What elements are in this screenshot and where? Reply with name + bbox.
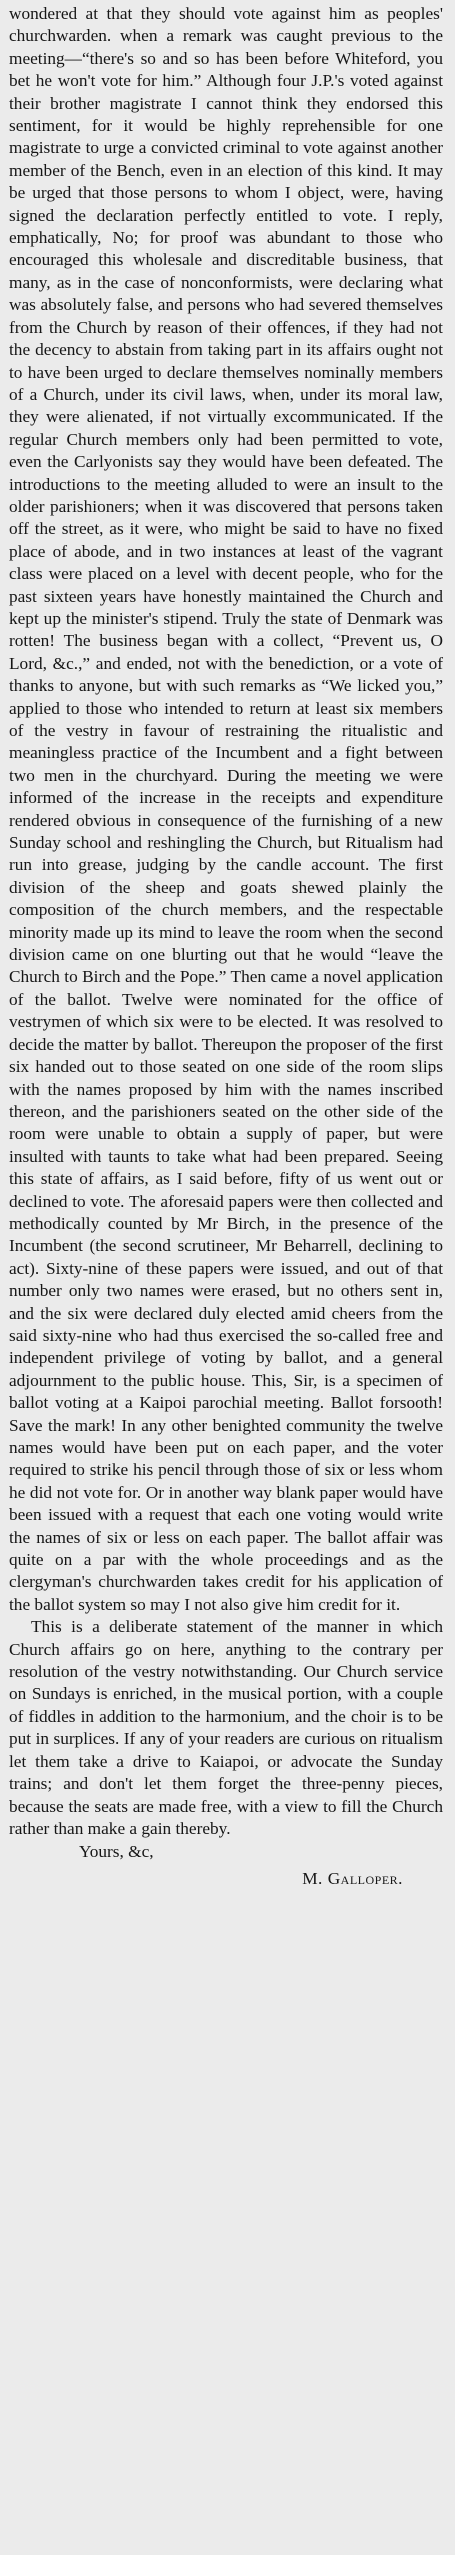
- letter-signature: M. Galloper.: [302, 1868, 403, 1888]
- letter-closing-paragraph: This is a deliberate statement of the manner in which Church affairs go on here, anything to the contrary per resolution of the vestry notwithstanding. Our Church service on Sundays is enriched, in the musical portion, with a couple of fiddles in addition to the harmonium, and the choir is to be put in surplices. If any of your readers are curious on ritualism let them take a drive to Kaiapoi, or advocate the Sunday trains; and don't let them forget the three-penny pieces, because the seats are made free, with a view to fill the Church rather than make a gain thereby.: [9, 1617, 443, 1838]
- letter-valediction: Yours, &c,: [79, 1842, 154, 1862]
- letter-body-paragraph: wondered at that they should vote against him as peoples' churchwarden. when a remark was caught previous to the meeting—“there's so and so has been before Whiteford, you bet he won't vote for him.” Although four J.P.'s voted against their brother magistrate I cannot think they endorsed this sentiment, for it would be highly reprehensible for one magistrate to urge a convicted criminal to vote against another member of the Bench, even in an election of this kind. It may be urged that those persons to whom I object, were, having signed the declaration perfectly entitled to vote. I reply, emphatically, No; for proof was abundant to those who encouraged this wholesale and discreditable business, that many, as in the case of nonconformists, were declaring what was absolutely false, and persons who had severed themselves from the Church by reason of their offences, if they had not the decency to abstain from taking part in its affairs ought not to have been urged to declare themselves nominally members of a Church, under its civil laws, when, under its moral law, they were alienated, if not virtually excommunicated. If the regular Church members only had been permitted to vote, even the Carlyonists say they would have been defeated. The introductions to the meeting alluded to were an insult to the older parishioners; when it was discovered that persons taken off the street, as it were, who might be said to have no fixed place of abode, and in two instances at least of the vagrant class were placed on a level with decent people, who for the past sixteen years have honestly maintained the Church and kept up the minister's stipend. Truly the state of Denmark was rotten! The business began with a collect, “Prevent us, O Lord, &c.,” and ended, not with the benediction, or a vote of thanks to anyone, but with such remarks as “We licked you,” applied to those who intended to return at least six members of the vestry in favour of restraining the ritualistic and meaningless practice of the Incumbent and a fight between two men in the churchyard. During the meeting we were informed of the increase in the receipts and expenditure rendered obvious in consequence of the furnishing of a new Sunday school and reshingling the Church, but Ritualism had run into grease, judging by the candle account. The first division of the sheep and goats shewed plainly the composition of the church members, and the respectable minority made up its mind to leave the room when the second division came on one blurting out that he would “leave the Church to Birch and the Pope.” Then came a novel application of the ballot. Twelve were nominated for the office of vestrymen of which six were to be elected. It was resolved to decide the matter by ballot. Thereupon the proposer of the first six handed out to those seated on one side of the room slips with the names proposed by him with the names inscribed thereon, and the parishioners seated on the other side of the room were unable to obtain a supply of paper, but were insulted with taunts to take what had been prepared. Seeing this state of affairs, as I said before, fifty of us went out or declined to vote. The aforesaid papers were then collected and methodically counted by Mr Birch, in the presence of the Incumbent (the second scrutineer, Mr Beharrell, declining to act). Sixty-nine of these papers were issued, and out of that number only two names were erased, but no others sent in, and the six were declared duly elected amid cheers from the said sixty-nine who had thus exercised the so-called free and independent privilege of voting by ballot, and a general adjournment to the public house. This, Sir, is a specimen of ballot voting at a Kaipoi parochial meeting. Ballot forsooth! Save the mark! In any other benighted community the twelve names would have been put on each paper, and the voter required to strike his pencil through those of six or less whom he did not vote for. Or in another way blank paper would have been issued with a request that each one voting would write the names of six or less on each paper. The ballot affair was quite on a par with the whole proceedings and as the clergyman's churchwarden takes credit for his application of the ballot system so may I not also give him credit for it.: [9, 4, 443, 1614]
